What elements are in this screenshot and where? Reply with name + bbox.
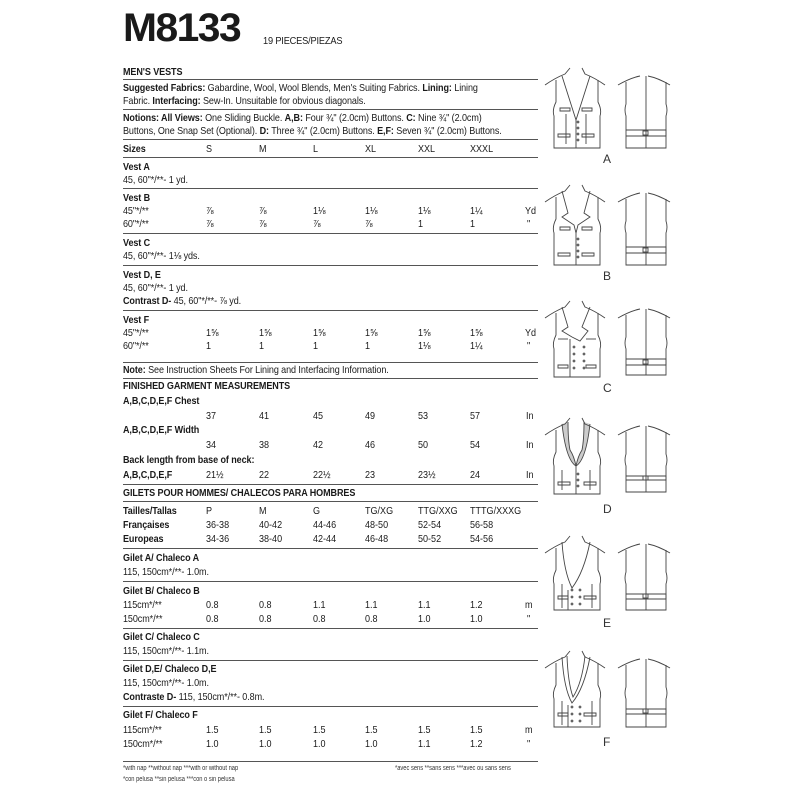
footnote-french: *avec sens **sans sens ***avec ou sans sens bbox=[395, 765, 511, 772]
vest-de-title: Vest D, E bbox=[123, 269, 161, 281]
divider bbox=[123, 660, 538, 661]
vest-c-yardage: 45, 60"*/**- 1⅛ yds. bbox=[123, 250, 200, 262]
vest-d-icon bbox=[540, 410, 730, 510]
view-label: B bbox=[603, 269, 612, 283]
size-col: TTG/XXG bbox=[418, 505, 458, 517]
divider bbox=[123, 706, 538, 707]
view-label: E bbox=[603, 616, 612, 630]
view-label: D bbox=[603, 502, 612, 516]
suggested-fabrics: Suggested Fabrics: Gabardine, Wool, Wool Blends, Men's Suiting Fabrics. Lining: Lining bbox=[123, 82, 478, 94]
view-b bbox=[540, 177, 730, 292]
vest-c-title: Vest C bbox=[123, 237, 151, 249]
vest-a-icon bbox=[540, 60, 730, 160]
notions-cont: Buttons, One Snap Set (Optional). D: Three ¾" (2.0cm) Buttons. E,F: Seven ¾" (2.0cm) Buttons. bbox=[123, 125, 502, 137]
divider bbox=[123, 581, 538, 582]
gilet-de-yardage: 115, 150cm*/**- 1.0m. bbox=[123, 677, 209, 689]
vest-b-icon bbox=[540, 177, 730, 277]
view-d bbox=[540, 410, 730, 525]
vest-b-title: Vest B bbox=[123, 192, 151, 204]
size-col: TTTG/XXXG bbox=[470, 505, 522, 517]
divider bbox=[123, 265, 538, 266]
gilet-c-yardage: 115, 150cm*/**- 1.1m. bbox=[123, 645, 209, 657]
finished-measurements-title: FINISHED GARMENT MEASUREMENTS bbox=[123, 380, 291, 392]
divider bbox=[123, 109, 538, 110]
gilet-b-title: Gilet B/ Chaleco B bbox=[123, 585, 200, 597]
size-col: G bbox=[313, 505, 321, 517]
divider bbox=[123, 139, 538, 140]
pattern-number: M8133 bbox=[123, 6, 241, 50]
vest-de-yardage: 45, 60"*/**- 1 yd. bbox=[123, 282, 188, 294]
view-label: F bbox=[603, 735, 611, 749]
divider bbox=[123, 157, 538, 158]
vest-d-contrast: Contrast D- 45, 60"*/**- ⅞ yd. bbox=[123, 295, 242, 307]
divider bbox=[123, 233, 538, 234]
view-label: A bbox=[603, 152, 612, 166]
size-col: P bbox=[206, 505, 213, 517]
view-illustrations bbox=[540, 60, 730, 780]
size-col: S bbox=[206, 143, 213, 155]
divider bbox=[123, 362, 538, 363]
divider bbox=[123, 484, 538, 485]
piece-count: 19 PIECES/PIEZAS bbox=[263, 35, 343, 47]
divider bbox=[123, 79, 538, 80]
size-col: M bbox=[259, 143, 267, 155]
gilet-de-title: Gilet D,E/ Chaleco D,E bbox=[123, 663, 217, 675]
suggested-fabrics-cont: Fabric. Interfacing: Sew-In. Unsuitable for obvious diagonals. bbox=[123, 95, 366, 107]
vest-f-icon bbox=[540, 643, 730, 743]
section-title-french-spanish: GILETS POUR HOMMES/ CHALECOS PARA HOMBRES bbox=[123, 487, 356, 499]
divider bbox=[123, 310, 538, 311]
sizes-label: Sizes bbox=[123, 143, 146, 155]
vest-f-title: Vest F bbox=[123, 314, 150, 326]
divider bbox=[123, 188, 538, 189]
divider bbox=[123, 761, 538, 762]
vest-a-yardage: 45, 60"*/**- 1 yd. bbox=[123, 174, 188, 186]
gilet-a-title: Gilet A/ Chaleco A bbox=[123, 552, 200, 564]
divider bbox=[123, 378, 538, 379]
back-length-title: Back length from base of neck: bbox=[123, 454, 255, 466]
size-col: XL bbox=[365, 143, 377, 155]
vest-e-icon bbox=[540, 528, 730, 628]
footnote-english: *with nap **without nap ***with or without nap bbox=[123, 765, 239, 772]
width-title: A,B,C,D,E,F Width bbox=[123, 424, 200, 436]
size-col: TG/XG bbox=[365, 505, 394, 517]
size-col: XXXL bbox=[470, 143, 494, 155]
view-c bbox=[540, 293, 730, 408]
gilet-a-yardage: 115, 150cm*/**- 1.0m. bbox=[123, 566, 209, 578]
view-a bbox=[540, 60, 730, 175]
divider bbox=[123, 628, 538, 629]
note: Note: See Instruction Sheets For Lining and Interfacing Information. bbox=[123, 364, 389, 376]
footnote-spanish: *con pelusa **sin pelusa ***con o sin pelusa bbox=[123, 776, 235, 783]
chest-title: A,B,C,D,E,F Chest bbox=[123, 395, 200, 407]
view-label: C bbox=[603, 381, 612, 395]
notions: Notions: All Views: One Sliding Buckle. A,B: Four ¾" (2.0cm) Buttons. C: Nine ¾" (2.0cm) bbox=[123, 112, 482, 124]
divider bbox=[123, 501, 538, 502]
vest-c-icon bbox=[540, 293, 730, 393]
size-col: XXL bbox=[418, 143, 436, 155]
gilet-f-title: Gilet F/ Chaleco F bbox=[123, 709, 198, 721]
section-title-english: MEN'S VESTS bbox=[123, 66, 183, 78]
divider bbox=[123, 548, 538, 549]
pattern-envelope-back: M8133 19 PIECES/PIEZAS MEN'S VESTS Suggested Fabrics: Gabardine, Wool, Wool Blends, Men's Suiting Fabrics. Lining: Lining Fabric. Interfacing: Sew-In. Unsuitable for obvious diagonals. Notions: All Views: One Sliding Buckle. A,B: Four ¾" (2.0cm) Buttons. C: Nine ¾" (2.0cm) Buttons, One Snap Set (Optional). D: Three ¾" (2.0cm) Buttons. E,F: Seven ¾" (2.0cm) Buttons. Sizes S M L XL XXL XXXL Vest A 45, 60"*/**- 1 yd. Vest B 45"*/** ⅞ ⅞ 1⅛ 1⅛ 1⅛ 1¼ Yd 60"*/** ⅞ ⅞ ⅞ ⅞ 1 1 " Vest C 45, 60"*/**- 1⅛ yds. Vest D, E 45, 60"*/**- 1 yd. Contrast D- 45, 60"*/**- ⅞ yd. Vest F 45"*/** 1⅝ 1⅝ 1⅝ 1⅝ 1⅝ 1⅝ Yd 60"*/** 1 1 1 1 1⅛ 1¼ " Note: See Instruction Sheets For Lining and Interfacing Information. FINISHED GARMENT MEASUREMENTS A,B,C,D,E,F Chest 37 41 45 49 53 57 In A,B,C,D,E,F Width 34 38 42 46 50 54 In Back length from base of neck: A,B,C,D,E,F 21½ 22 22½ 23 23½ 24 In GILETS POUR HOMMES/ CHALECOS PARA HOMBRES Tailles/Tallas P M G TG/XG TTG/XXG TTTG/XXXG Françaises 36-38 40-42 44-46 48-50 52-54 56-58 Europeas 34-36 38-40 42-44 46-48 50-52 54-56 Gilet A/ Chaleco A 115, 150cm*/**- 1.0m. Gilet B/ Chaleco B 115cm*/** 0.8 0.8 1.1 1.1 1.1 1.2 m 150cm*/** 0.8 0.8 0.8 0.8 1.0 1.0 " Gilet C/ Chaleco C 115, 150cm*/**- 1.1m. Gilet D,E/ Chaleco D,E 115, 150cm*/**- 1.0m. Contraste D- 115, 150cm*/**- 0.8m. Gilet F/ Chaleco F 115cm*/** 1.5 1.5 1.5 1.5 1.5 1.5 m 150cm*/** 1.0 1.0 1.0 1.0 1.1 1.2 " *with nap **without nap ***with or without nap *con pelusa **sin pelusa ***con o sin pelusa *avec sens **sans sens ***avec ou sans sens A B C D E F bbox=[0, 0, 800, 800]
gilet-d-contrast: Contraste D- 115, 150cm*/**- 0.8m. bbox=[123, 691, 265, 703]
size-col: L bbox=[313, 143, 319, 155]
view-e bbox=[540, 528, 730, 643]
vest-a-title: Vest A bbox=[123, 161, 150, 173]
gilet-c-title: Gilet C/ Chaleco C bbox=[123, 631, 200, 643]
tailles-label: Tailles/Tallas bbox=[123, 505, 177, 517]
view-f bbox=[540, 643, 730, 758]
size-col: M bbox=[259, 505, 267, 517]
